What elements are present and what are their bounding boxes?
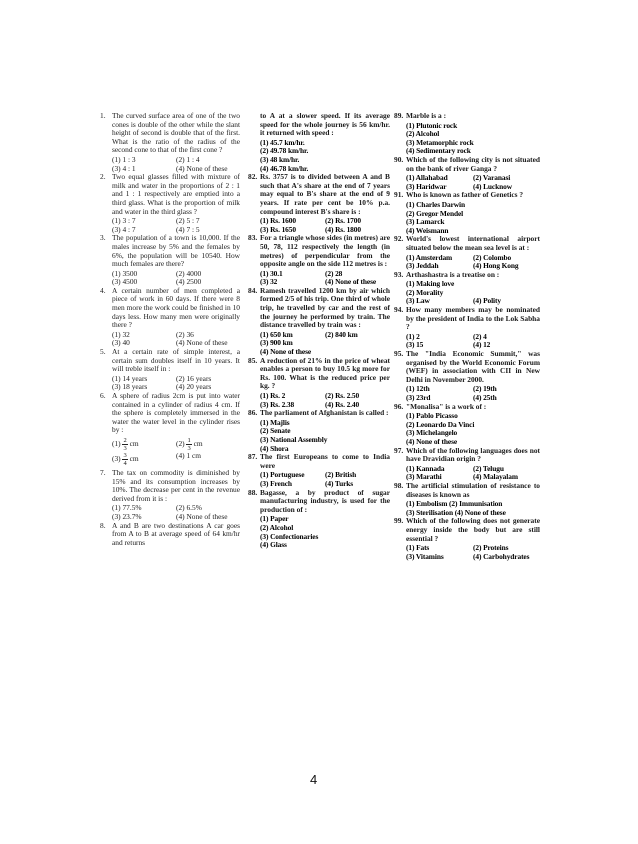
question-text: The parliament of Afghanistan is called : [260,408,389,418]
answer-option: (1) 32 [112,329,130,339]
question-text: Who is known as father of Genetics ? [406,190,524,200]
answer-option: (2) Colombo [473,252,512,262]
answer-option [112,437,176,452]
question-number: 88. [248,487,258,497]
question-block [394,482,540,517]
question-number: 87. [248,452,258,462]
question-text: A sphere of radius 2cm is put into water contained in a cylinder of radius 4 cm. If the sphere is completely immersed in the water the water level in the cylinder rises by : [112,391,240,435]
question-text: "Monalisa" is a work of : [406,401,487,411]
answer-option: (4) None of these [176,163,228,173]
answer-option: (2) Alcohol [406,129,440,139]
question-number: 7. [100,467,106,477]
answer-option: (3) 4500 [112,277,138,287]
column-left [100,112,240,548]
question-text: At a certain rate of simple interest, a certain sum doubles itself in 10 years. It will treble itself in : [112,347,240,374]
page-number: 4 [310,772,318,787]
option-unit: 1 cm [186,450,202,460]
answer-option: (2) British [325,470,357,480]
answer-option: (2) Alcohol [260,522,294,532]
answer-option: (2) 28 [325,268,343,278]
answer-option: (4) Glass [260,540,287,550]
answer-option: (4) None of these [176,511,228,521]
answer-option: (1) 3500 [112,268,138,278]
answer-option: (2) 4000 [176,268,202,278]
question-block [248,112,390,173]
question-block [100,522,240,548]
question-block [394,112,540,156]
answer-option [176,452,240,467]
question-block [394,350,540,403]
question-block [100,348,240,392]
answer-option: (4) Weismann [406,225,449,235]
option-label: (1) [112,439,123,449]
answer-option: (3) Law [406,296,430,306]
answer-option: (1) Paper [260,514,289,524]
question-block [394,156,540,191]
question-block [248,453,390,488]
question-text: Two equal glasses filled with mixture of milk and water in the proportions of 2 : 1 and 1 : 1 respectively are emptied into a third glass. What is the proportion of milk and water in the third glass ? [112,172,240,216]
answer-option: (3) Lamarck [406,217,445,227]
question-number: 94. [394,305,404,315]
answer-option: (3) Rs. 1650 [260,224,296,234]
answer-option: (2) Senate [260,426,291,436]
question-text: Bagasse, a by product of sugar manufacturing industry, is used for the production of : [260,487,390,514]
question-text: The "India Economic Summit," was organised by the World Economic Forum (WEF) in association with CII in New Delhi in November 2000. [406,349,540,384]
question-text: A certain number of men completed a piece of work in 60 days. If there were 8 men more the work could be finished in 10 days less. How many men were originally there ? [112,285,240,330]
fraction-denominator: 4 [123,459,127,467]
answer-option: (1) Pablo Picasso [406,411,458,421]
question-text: Which of the following does not generate energy inside the body but are still essential ? [406,516,540,543]
answer-option: (3) 4 : 7 [112,224,136,234]
answer-option: (4) None of these [176,338,228,348]
question-block [100,392,240,467]
fraction-numerator: 3 [123,451,127,459]
question-number: 82. [248,172,258,182]
answer-option: (1) Amsterdam [406,252,453,262]
answer-option: (3) Marathi [406,472,442,482]
question-number: 6. [100,391,106,400]
question-text: A reduction of 21% in the price of wheat enables a person to buy 10.5 kg more for Rs. 100. What is the reduced price per kg. ? [260,355,390,391]
answer-option: (1) Majlis [260,417,290,427]
question-number: 85. [248,355,258,365]
question-block [100,173,240,234]
answer-option: (3) 32 [260,277,278,287]
answer-option: (3) Michelangelo [406,428,458,438]
answer-option [325,339,390,348]
column-middle [248,112,390,550]
answer-option: (1) Fats [406,543,430,553]
question-number: 86. [248,408,258,418]
question-number: 83. [248,233,258,243]
question-number: 2. [100,172,106,182]
answer-option: (2) Varanasi [473,173,511,183]
question-text: Ramesh travelled 1200 km by air which formed 2/5 of his trip. One third of whole trip, he travelled by car and the rest of the journey he performed by train. The distance travelled by train was : [260,285,390,330]
question-number: 97. [394,445,404,455]
answer-option: (4) Rs. 1800 [325,224,361,234]
answer-option: (2) 840 km [325,329,358,339]
answer-option: (3) 23.7% [112,511,142,521]
answer-option: (3) 900 km [260,338,293,348]
answer-option: (4) 2500 [176,277,202,287]
question-number: 90. [394,154,404,164]
answer-option: (4) 12 [473,340,491,350]
answer-option [176,437,240,452]
answer-option: (1) 30.1 [260,268,283,278]
question-number: 3. [100,233,106,243]
option-unit: cm [127,454,139,464]
answer-option: (2) 49.78 km/hr. [260,146,309,156]
answer-option: (3) Vitamins [406,551,444,561]
option-unit: cm [191,439,203,449]
fraction-denominator: 3 [187,444,191,452]
answer-option: (3) 4 : 1 [112,163,136,173]
answer-option: (4) None of these [406,436,458,446]
answer-option: (2) Morality [406,287,444,297]
answer-option: (1) Kannada [406,463,445,473]
answer-option: (3) Sterilisation (4) None of these [406,507,506,517]
answer-option: (2) Leonardo Da Vinci [406,419,475,429]
answer-option: (3) Haridwar [406,181,447,191]
answer-option: (2) Proteins [473,543,509,553]
question-text: Which of the following languages does not have Dravidian origin ? [406,445,540,464]
answer-option: (1) 77.5% [112,503,142,513]
answer-option: (1) Rs. 2 [260,391,286,400]
answer-option: (2) Rs. 2.50 [325,391,360,400]
answer-option: (3) 15 [406,340,424,350]
question-block [394,403,540,447]
column-right [394,112,540,561]
question-text: How many members may be nominated by the president of India to the Lok Sabha ? [406,305,540,332]
answer-option: (1) 2 [406,331,420,341]
answer-option: (1) Portuguese [260,470,305,480]
question-text: A and B are two destinations A car goes from A to B at average speed of 64 km/hr and returns [112,520,240,547]
question-number [248,112,260,138]
question-number: 93. [394,269,404,279]
answer-option [112,452,176,467]
question-block [248,357,390,410]
question-block [248,287,390,357]
question-text: The artificial stimulation of resistance to diseases is known as [406,480,540,499]
question-block [248,489,390,550]
answer-option: (4) Malayalam [473,472,518,482]
question-number: 89. [394,111,404,120]
question-number: 95. [394,349,404,359]
answer-option: (1) Allahabad [406,173,448,183]
answer-option: (2) 36 [176,329,194,339]
question-number: 91. [394,190,404,200]
answer-option: (2) 1 : 4 [176,154,200,164]
answer-option: (4) None of these [325,277,377,287]
answer-option: (2) Rs. 1700 [325,216,361,226]
question-number: 84. [248,285,258,295]
answer-option: (1) Making love [406,279,455,289]
option-label: (2) [176,439,187,449]
answer-option: (4) Shora [260,443,289,453]
question-number: 92. [394,234,404,244]
option-label: (4) [176,450,187,460]
answer-option: (4) Rs. 2.40 [325,399,360,409]
question-number: 99. [394,516,404,526]
answer-option: (2) Telugu [473,463,504,473]
answer-option: (2) 6.5% [176,503,202,513]
question-block [100,287,240,348]
answer-option: (3) Confectionaries [260,531,319,541]
answer-option: (3) Jeddah [406,261,439,271]
question-text: The first Europeans to come to India were [260,452,390,470]
answer-option: (3) Metamorphic rock [406,137,474,147]
question-number: 5. [100,347,106,357]
question-number: 4. [100,285,106,295]
question-block [100,469,240,522]
answer-option: (4) None of these [260,347,312,357]
answer-option: (4) 7 : 5 [176,224,200,234]
answer-option: (3) French [260,478,292,488]
question-block [248,234,390,287]
answer-option: (1) 45.7 km/hr. [260,137,305,147]
question-number: 8. [100,520,106,530]
answer-option: (4) Turks [325,478,354,488]
answer-option: (1) 650 km [260,329,293,339]
answer-option: (2) 16 years [176,373,212,383]
question-text: The population of a town is 10,000. If the males increase by 5% and the females by 6%, the population will be 10540. How much females are there? [112,233,240,269]
question-block [248,173,390,234]
question-text: For a triangle whose sides (in metres) are 50, 78, 112 respectively the length (in metres) of perpendicular from the opposite angle on the side 112 metres is : [260,233,390,269]
question-text: Marble is a : [406,111,447,120]
question-block [394,517,540,561]
question-block [394,235,540,270]
fraction-numerator: 2 [123,436,127,444]
answer-option: (4) Polity [473,296,501,306]
answer-option: (4) Carbohydrates [473,551,530,561]
answer-option: (1) 14 years [112,373,148,383]
question-number: 96. [394,401,404,411]
answer-option: (1) 3 : 7 [112,216,136,226]
answer-option: (1) Rs. 1600 [260,216,296,226]
question-block [394,447,540,482]
fraction-denominator: 3 [123,444,127,452]
answer-option: (1) Charles Darwin [406,199,465,209]
question-block [394,271,540,306]
answer-option: (4) 46.78 km/hr. [260,163,309,173]
answer-option: (1) 12th [406,384,430,394]
answer-option: (2) 4 [473,331,487,341]
answer-option: (2) 5 : 7 [176,216,200,226]
answer-option: (1) 1 : 3 [112,154,136,164]
question-text: to A at a slower speed. If its average speed for the whole journey is 56 km/hr. it returned with speed : [260,111,390,138]
answer-option: (3) Rs. 2.38 [260,399,295,409]
question-text: Arthashastra is a treatise on : [406,269,500,279]
answer-option: (3) 18 years [112,382,148,392]
question-text: The tax on commodity is diminished by 15% and its consumption increases by 10%. The decrease per cent in the revenue derived from it is : [112,467,240,503]
question-block [248,409,390,453]
question-text: World's lowest international airport situated below the mean sea level is at : [406,234,540,252]
option-label: (3) [112,454,123,464]
question-text: Which of the following city is not situated on the bank of river Ganga ? [406,154,540,173]
answer-option: (4) Hong Kong [473,261,519,271]
answer-option: (3) 40 [112,338,130,348]
question-block [100,234,240,287]
answer-option: (3) National Assembly [260,434,328,444]
answer-option: (4) 20 years [176,382,212,392]
answer-option: (3) 48 km/hr. [260,154,300,164]
answer-option: (2) Gregor Mendel [406,208,464,218]
option-unit: cm [127,439,139,449]
answer-option: (4) Lucknow [473,181,512,191]
question-number: 98. [394,480,404,490]
question-number: 1. [100,111,106,120]
question-text: The curved surface area of one of the two cones is double of the other while the slant height of second is double that of the first. What is the ratio of the radius of the second cone to that of the first cone ? [112,111,240,155]
answer-option: (4) Sedimentary rock [406,146,471,156]
question-text: Rs. 3757 is to divided between A and B such that A's share at the end of 7 years may equal to B's share at the end of 9 years. If rate per cent be 10% p.a. compound interest B's share is : [260,172,390,216]
answer-option: (1) Plutonic rock [406,120,458,130]
answer-option: (1) Embolism (2) Immunisation [406,499,503,509]
question-block [394,191,540,235]
question-block [394,306,540,350]
answer-option: (4) 25th [473,393,497,402]
answer-option: (2) 19th [473,384,497,394]
question-block [100,112,240,173]
answer-option: (3) 23rd [406,393,431,402]
fraction-numerator: 1 [187,436,191,444]
